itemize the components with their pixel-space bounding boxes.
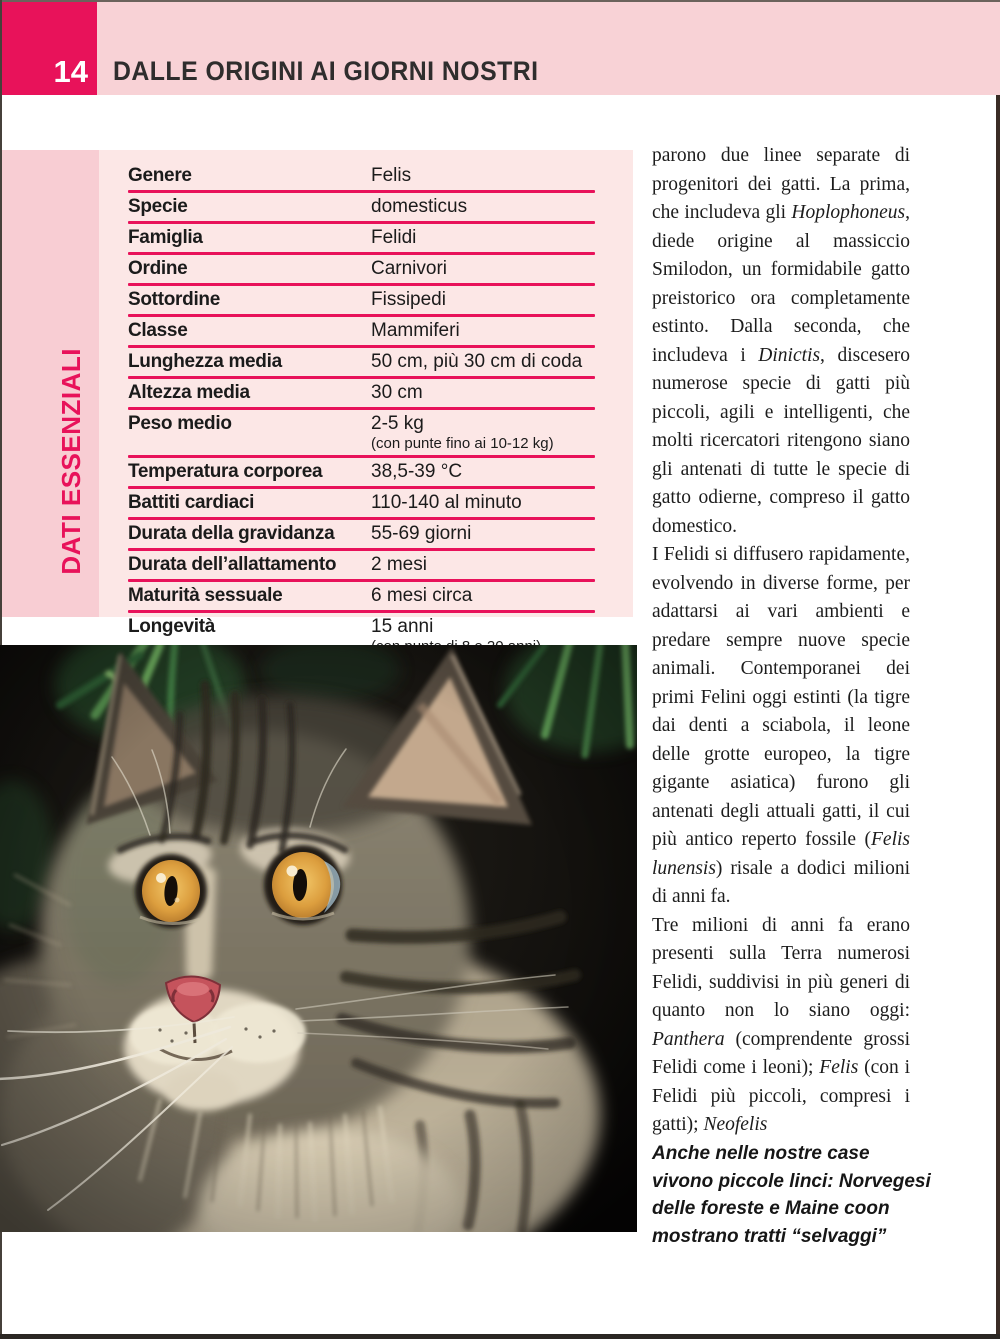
fact-label: Battiti cardiaci <box>128 492 255 513</box>
fact-label: Genere <box>128 165 192 186</box>
chapter-header-band <box>97 2 1000 95</box>
fact-value: Carnivori <box>371 258 448 279</box>
fact-value: Felidi <box>371 227 417 248</box>
fact-label: Durata dell’allattamento <box>128 554 337 575</box>
row-divider <box>128 517 595 520</box>
page-edge-bottom <box>0 1334 1000 1339</box>
fact-row <box>128 318 595 344</box>
fact-value: 2 mesi <box>371 554 427 575</box>
fact-value: 38,5-39 °C <box>371 461 463 482</box>
fact-label: Specie <box>128 196 188 217</box>
fact-cell <box>371 492 595 514</box>
fact-label: Famiglia <box>128 227 203 248</box>
fact-row <box>128 411 595 454</box>
fact-label: Durata della gravidanza <box>128 523 335 544</box>
fact-value: 55-69 giorni <box>371 523 472 544</box>
photo-vignette <box>0 645 637 1232</box>
page-number: 14 <box>53 54 88 89</box>
fact-label: Longevità <box>128 616 216 637</box>
row-divider <box>128 314 595 317</box>
row-divider <box>128 221 595 224</box>
fact-box-side-label: DATI ESSENZIALI <box>56 348 86 575</box>
chapter-title: DALLE ORIGINI AI GIORNI NOSTRI <box>113 56 539 86</box>
row-divider <box>128 283 595 286</box>
fact-row <box>128 552 595 578</box>
fact-value: Felis <box>371 165 412 186</box>
fact-row <box>128 490 595 516</box>
fact-value: 6 mesi circa <box>371 585 473 606</box>
fact-cell <box>371 523 595 545</box>
row-divider <box>128 407 595 410</box>
fact-value: domesticus <box>371 196 468 217</box>
fact-value: Mammiferi <box>371 320 460 341</box>
fact-cell <box>371 258 595 280</box>
fact-value: 50 cm, più 30 cm di coda <box>371 351 583 372</box>
fact-cell <box>371 382 595 404</box>
fact-row <box>128 349 595 375</box>
fact-value: 2-5 kg <box>371 413 424 434</box>
fact-label: Classe <box>128 320 188 341</box>
page-edge-right <box>996 92 1000 1339</box>
row-divider <box>128 455 595 458</box>
fact-row <box>128 256 595 282</box>
row-divider <box>128 376 595 379</box>
fact-row <box>128 521 595 547</box>
fact-cell <box>371 461 595 483</box>
row-divider <box>128 345 595 348</box>
row-divider <box>128 190 595 193</box>
row-divider <box>128 610 595 613</box>
fact-label: Temperatura corporea <box>128 461 323 482</box>
fact-value: Fissipedi <box>371 289 446 310</box>
fact-cell <box>371 196 595 218</box>
row-divider <box>128 252 595 255</box>
fact-label: Sottordine <box>128 289 220 310</box>
fact-row <box>128 459 595 485</box>
fact-cell <box>371 585 595 607</box>
fact-label: Lunghezza media <box>128 351 282 372</box>
cat-photo <box>0 645 637 1232</box>
fact-row <box>128 583 595 609</box>
fact-box-side-strip <box>2 150 99 617</box>
fact-label: Altezza media <box>128 382 250 403</box>
fact-value: 15 anni <box>371 616 434 637</box>
fact-cell <box>371 165 595 187</box>
fact-label: Peso medio <box>128 413 232 434</box>
fact-label: Ordine <box>128 258 188 279</box>
row-divider <box>128 486 595 489</box>
fact-cell <box>371 554 595 576</box>
fact-row <box>128 225 595 251</box>
fact-cell <box>371 351 595 373</box>
fact-cell <box>371 289 595 311</box>
fact-row <box>128 163 595 189</box>
fact-note: (con punte fino ai 10-12 kg) <box>371 435 554 452</box>
article-paragraph: Tre milioni di anni fa erano presenti sulla Terra numerosi Felidi, suddivisi in più generi di quanto non lo siano oggi: Panthera (comprendente grossi Felidi come i leoni); Felis (con i Felidi più piccoli, compresi i gatti); Neofelis <box>652 914 910 1135</box>
row-divider <box>128 548 595 551</box>
fact-row <box>128 287 595 313</box>
fact-cell <box>371 320 595 342</box>
row-divider <box>128 579 595 582</box>
fact-rows <box>128 163 595 657</box>
fact-box-panel <box>99 150 633 637</box>
article-paragraph: parono due linee separate di progenitori dei gatti. La prima, che includeva gli Hoplophoneus, diede origine al massiccio Smilodon, un formidabile gatto preistorico ora completamente estinto. Dalla seconda, che includeva i Dinictis, discesero numerose specie di gatti più piccoli, agili e intelligenti, che molti ricercatori ritengono siano gli antenati di tutte le specie di gatto odierne, compreso il gatto domestico. <box>652 145 910 537</box>
fact-label: Maturità sessuale <box>128 585 283 606</box>
page-number-block <box>2 2 97 95</box>
article-paragraph: I Felidi si diffusero rapidamente, evolvendo in diverse forme, per adattarsi ai vari ambienti e predare sempre nuove specie animali. Contemporanei dei primi Felini oggi estinti (la tigre dai denti a sciabola, il leone delle grotte europeo, la tigre gigante asiatica) furono gli antenati degli attuali gatti, il cui più antico reperto fossile (Felis lunensis) risale a dodici milioni di anni fa. <box>652 544 910 907</box>
photo-caption: Anche nelle nostre case vivono piccole linci: Norvegesi delle foreste e Maine coon mostrano tratti “selvaggi” <box>652 1143 931 1247</box>
fact-value: 30 cm <box>371 382 423 403</box>
fact-value: 110-140 al minuto <box>371 492 522 513</box>
fact-row <box>128 194 595 220</box>
fact-row <box>128 380 595 406</box>
fact-cell <box>371 227 595 249</box>
article-text <box>652 142 910 1140</box>
fact-cell <box>371 413 595 452</box>
